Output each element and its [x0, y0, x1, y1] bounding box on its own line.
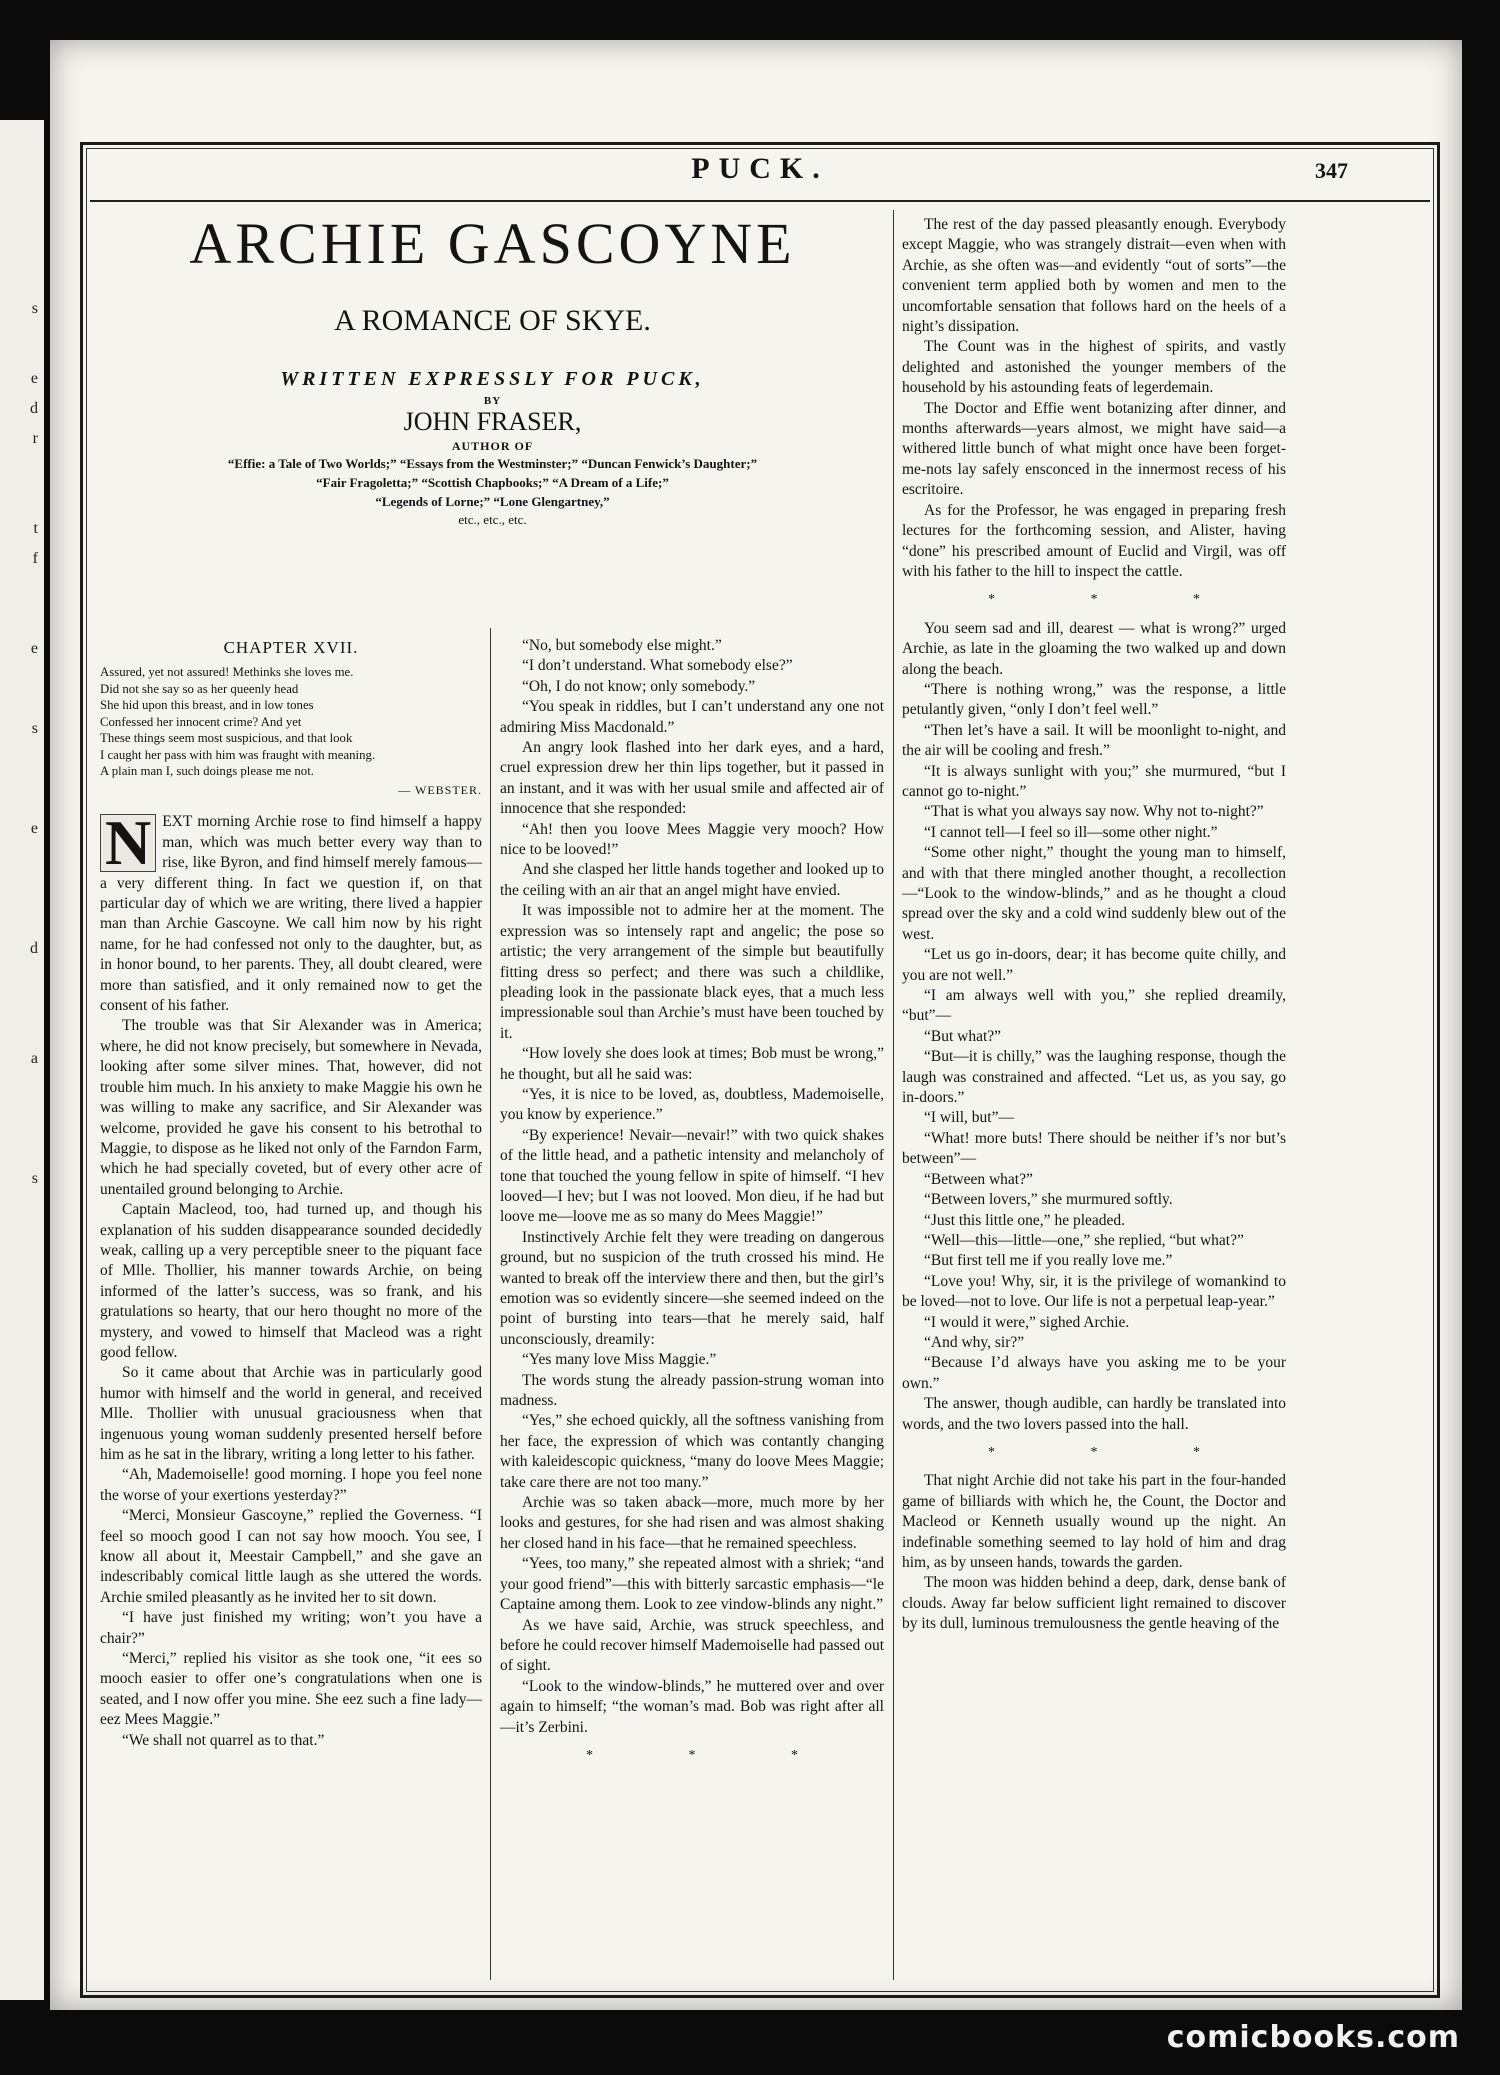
paragraph: “Just this little one,” he pleaded. [924, 1211, 1126, 1229]
author-works-line: “Legends of Lorne;” “Lone Glengartney,” [375, 494, 610, 509]
paragraph: “I have just finished my writing; won’t you have a chair?” [100, 1609, 482, 1647]
paragraph: You seem sad and ill, dearest — what is wrong?” urged Archie, as late in the gloaming the two walked up and down along the beach. [902, 619, 1286, 678]
paragraph: “Merci,” replied his visitor as she took one, “it ees so mooch easier to offer one’s congratulations when one is seated, and I now offer you mine. She eez such a fine lady—eez Mees Maggie.” [100, 1650, 482, 1729]
column-divider [893, 210, 894, 1980]
paragraph: It was impossible not to admire her at the moment. The expression was so intensely rapt and angelic; the pose so artistic; the very arrangement of the simple but beautifully fitting dress so perfect; and there was such a childlike, pleading look in the passionate black eyes, that a much less impressionable soul than Archie’s must have been touched by it. [500, 902, 884, 1042]
paragraph: “You speak in riddles, but I can’t understand any one not admiring Miss Macdonald.” [500, 698, 884, 736]
paragraph: “Some other night,” thought the young man to himself, and with that there mingled another thought, a recollection—“Look to the window-blinds,” and as he thought a cloud spread over the sky and a cold wind suddenly blew out of the west. [902, 844, 1286, 943]
paragraph: Instinctively Archie felt they were treading on dangerous ground, but no suspicion of the truth crossed his mind. He wanted to break off the interview there and then, but the girl’s emotion was so evidently sincere—she seemed indeed on the point of bursting into tears—that he merely said, half unconsciously, dreamily: [500, 1228, 884, 1348]
paragraph: “Because I’d always have you asking me to be your own.” [902, 1354, 1286, 1392]
paragraph: An angry look flashed into her dark eyes, and a hard, cruel expression drew her thin lips together, but it passed in an instant, and it was with her usual smile and affected air of innocence that she responded: [500, 739, 884, 818]
adjacent-page-edge: s e d r t f e s e d a s [0, 120, 44, 2000]
text-column-2 [500, 636, 884, 1774]
paragraph: “And why, sir?” [924, 1333, 1025, 1351]
masthead [90, 152, 1430, 194]
author-works-line: “Effie: a Tale of Two Worlds;” “Essays from the Westminster;” “Duncan Fenwick’s Daughter;” [227, 456, 758, 471]
paragraph: “But—it is chilly,” was the laughing response, though the laugh was constrained and affected. “Let us, as you say, go in-doors.” [902, 1048, 1286, 1107]
paragraph: “We shall not quarrel as to that.” [122, 1731, 325, 1749]
paragraph: “How lovely she does look at times; Bob must be wrong,” he thought, but all he said was: [500, 1045, 884, 1083]
author-of-label: AUTHOR OF [451, 439, 534, 453]
paragraph: So it came about that Archie was in particularly good humor with himself and the world in general, and received Mlle. Thollier with unusual graciousness when that ingenuous young woman suddenly presented herself before him as he sat in the library, writing a long letter to his father. [100, 1364, 482, 1463]
epigraph-line: I caught her pass with him was fraught with meaning. [100, 747, 376, 762]
epigraph-line: She hid upon this breast, and in low tones [100, 698, 314, 713]
section-separator: * * * [586, 1747, 844, 1763]
column-divider [490, 628, 491, 1980]
paragraph: “Look to the window-blinds,” he muttered over and over again to himself; “the woman’s mad. Bob was right after all—it’s Zerbini. [500, 1677, 884, 1736]
paragraph: “That is what you always say now. Why not to-night?” [924, 803, 1264, 821]
paragraph: “Love you! Why, sir, it is the privilege of womankind to be loved—not to love. Our life is not a perpetual leap-year.” [902, 1272, 1286, 1311]
paragraph: The moon was hidden behind a deep, dark, dense bank of clouds. Away far below sufficient light remained to discover by its dull, luminous tremulousness the gentle heaving of the [902, 1574, 1286, 1633]
drop-cap: N [100, 814, 156, 872]
paragraph: “I cannot tell—I feel so ill—some other night.” [924, 823, 1218, 841]
epigraph-line: These things seem most suspicious, and that look [100, 731, 353, 746]
paragraph: “Yes,” she echoed quickly, all the softness vanishing from her face, the expression of which was contantly changing with kaleidescopic quickness, “many do loove Mees Maggie; take care there are not too many.” [500, 1412, 884, 1491]
epigraph-attribution: — WEBSTER. [398, 782, 482, 797]
epigraph-line: Confessed her innocent crime? And yet [100, 714, 302, 729]
paragraph: As we have said, Archie, was struck speechless, and before he could recover himself Mademoiselle had passed out of sight. [500, 1616, 884, 1675]
author-works-line: “Fair Fragoletta;” “Scottish Chapbooks;” “A Dream of a Life;” [316, 475, 669, 490]
paragraph: “It is always sunlight with you;” she murmured, “but I cannot go to-night.” [902, 762, 1286, 800]
paragraph: “Ah, Mademoiselle! good morning. I hope you feel none the worse of your exertions yesterday?” [100, 1466, 482, 1504]
paragraph: The rest of the day passed pleasantly enough. Everybody except Maggie, who was strangely distrait—even when with Archie, as she often was—and evidently “out of sorts”—the convenient term applied both by women and men to the uncomfortable sensation that follows hard on the heels of a night’s dissipation. [902, 216, 1286, 336]
paragraph: “I would it were,” sighed Archie. [924, 1313, 1130, 1331]
paragraph: “What! more buts! There should be neither if’s nor but’s between”— [902, 1129, 1286, 1168]
story-credit: WRITTEN EXPRESSLY FOR PUCK, [280, 368, 705, 390]
story-title: ARCHIE GASCOYNE [189, 211, 796, 276]
paragraph: “Well—this—little—one,” she replied, “but what?” [924, 1231, 1244, 1249]
paragraph: That night Archie did not take his part in the four-handed game of billiards with which he, the Count, the Doctor and Macleod or Kenneth usually wound up the night. An indefinable something seemed to lay hold of him and drag him, as by unseen hands, towards the garden. [902, 1472, 1286, 1571]
paragraph: “Then let’s have a sail. It will be moonlight to-night, and the air will be cooling and fresh.” [902, 721, 1286, 760]
paragraph: “Merci, Monsieur Gascoyne,” replied the Governess. “I feel so mooch good I can not say how mooch. You see, I know all about it, Meestair Campbell,” and she gave an indescribably comical little laugh as she uttered the words. Archie smiled pleasantly as he invited her to sit down. [100, 1507, 482, 1606]
paragraph: The Doctor and Effie went botanizing after dinner, and months afterwards—years almost, we might have said—a withered little bunch of what might once have been forget-me-nots lay safely ensconced in the innermost recess of his escritoire. [902, 399, 1286, 499]
paragraph: “I am always well with you,” she replied dreamily, “but”— [902, 987, 1286, 1025]
page-number: 347 [1315, 158, 1348, 183]
paragraph: “By experience! Nevair—nevair!” with two quick shakes of the little head, and a pathetic intensity and melancholy of tone that touched the young fellow in spite of himself. “I hev looved—I hev; but I was not looved. Mon dieu, if he had but loove me—loove me as so many do Mees Maggie!” [500, 1126, 884, 1226]
byline-by: BY [483, 395, 502, 407]
paragraph: “Yes, it is nice to be loved, as, doubtless, Mademoiselle, you know by experience.” [500, 1085, 884, 1124]
text-column-1 [100, 636, 482, 1751]
chapter-title: CHAPTER XVII. [223, 638, 359, 657]
magazine-title: PUCK. [691, 152, 829, 185]
author-works-etc: etc., etc., etc. [458, 512, 527, 527]
story-header [100, 210, 885, 622]
story-subtitle: A ROMANCE OF SKYE. [334, 304, 651, 337]
paragraph: As for the Professor, he was engaged in preparing fresh lectures for the forthcoming session, and Alister, having “done” his prescribed amount of Euclid and Virgil, was off with his father to the hill to inspect the cattle. [902, 501, 1286, 580]
paragraph: “Yes many love Miss Maggie.” [522, 1351, 717, 1369]
paragraph: The Count was in the highest of spirits, and vastly delighted and astonished the younger members of the household by his astounding feats of legerdemain. [902, 338, 1286, 397]
paragraph: Captain Macleod, too, had turned up, and though his explanation of his sudden disappearance sounded decidedly weak, calling up a very perceptible sneer to the piquant face of Mlle. Thollier, his manner towards Archie, on being informed of the latter’s success, was so frank, and his gratulations so hearty, that our hero thought no more of the mystery, and vowed to himself that Macleod was a right good fellow. [100, 1201, 482, 1361]
epigraph-line: Did not she say so as her queenly head [100, 681, 299, 696]
paragraph: “Oh, I do not know; only somebody.” [522, 677, 756, 695]
section-separator: * * * [988, 592, 1246, 608]
paragraph: “Between lovers,” she murmured softly. [924, 1191, 1173, 1209]
section-separator: * * * [988, 1444, 1246, 1460]
paragraph: The words stung the already passion-strung woman into madness. [500, 1371, 884, 1410]
story-author: JOHN FRASER, [403, 407, 582, 436]
paragraph: “Yees, too many,” she repeated almost with a shriek; “and your good friend”—this with bitterly sarcastic emphasis—“le Captaine among them. Look to zee vindow-blinds any night.” [500, 1555, 884, 1614]
paragraph: “There is nothing wrong,” was the response, a little petulantly given, “only I don’t feel well.” [902, 680, 1286, 719]
epigraph-line: A plain man I, such doings please me not. [100, 764, 314, 779]
paragraph: “I will, but”— [924, 1109, 1014, 1127]
paragraph: The answer, though audible, can hardly be translated into words, and the two lovers passed into the hall. [902, 1395, 1286, 1433]
masthead-rule [90, 200, 1430, 202]
paragraph: “But what?” [924, 1027, 1002, 1045]
watermark: comicbooks.com [1166, 2020, 1460, 2055]
paragraph: “I don’t understand. What somebody else?” [522, 657, 793, 675]
paragraph-text: EXT morning Archie rose to find himself a happy man, which was much better every way than to rise, like Byron, and find himself merely famous—a very different thing. In fact we question if, on that particular day of which we are writing, there lived a happier man than Archie Gascoyne. We call him now by his right name, for he had confessed not only to the daughter, but, as in honor bound, to her parents. They, all doubt cleared, were more than satisfied, and it only remained now to get the consent of his father. [100, 813, 482, 1015]
text-column-3 [902, 215, 1286, 1635]
paragraph: “Let us go in-doors, dear; it has become quite chilly, and you are not well.” [902, 946, 1286, 984]
paragraph: “Ah! then you loove Mees Maggie very mooch? How nice to be looved!” [500, 820, 884, 859]
paragraph: “No, but somebody else might.” [522, 637, 722, 654]
paragraph: “But first tell me if you really love me.” [924, 1252, 1173, 1270]
paragraph: And she clasped her little hands together and looked up to the ceiling with an air that an angel might have envied. [500, 861, 884, 899]
paragraph [100, 807, 482, 1016]
epigraph [100, 664, 482, 798]
paragraph: Archie was so taken aback—more, much more by her looks and gestures, for she had risen and was almost shaking her closed hand in his face—that he remained speechless. [500, 1494, 884, 1552]
paragraph: The trouble was that Sir Alexander was in America; where, he did not know precisely, but somewhere in Nevada, looking after some silver mines. That, however, did not trouble him much. In his anxiety to make Maggie his own he was willing to make any sacrifice, and Sir Alexander was welcome, provided he gave his consent to his betrothal to Maggie, to dispose as he liked not only of the Farndon Farm, which he had specially coveted, but of every other acre of unentailed ground belonging to Archie. [100, 1017, 482, 1198]
paragraph: “Between what?” [924, 1170, 1033, 1188]
epigraph-line: Assured, yet not assured! Methinks she loves me. [100, 665, 354, 680]
